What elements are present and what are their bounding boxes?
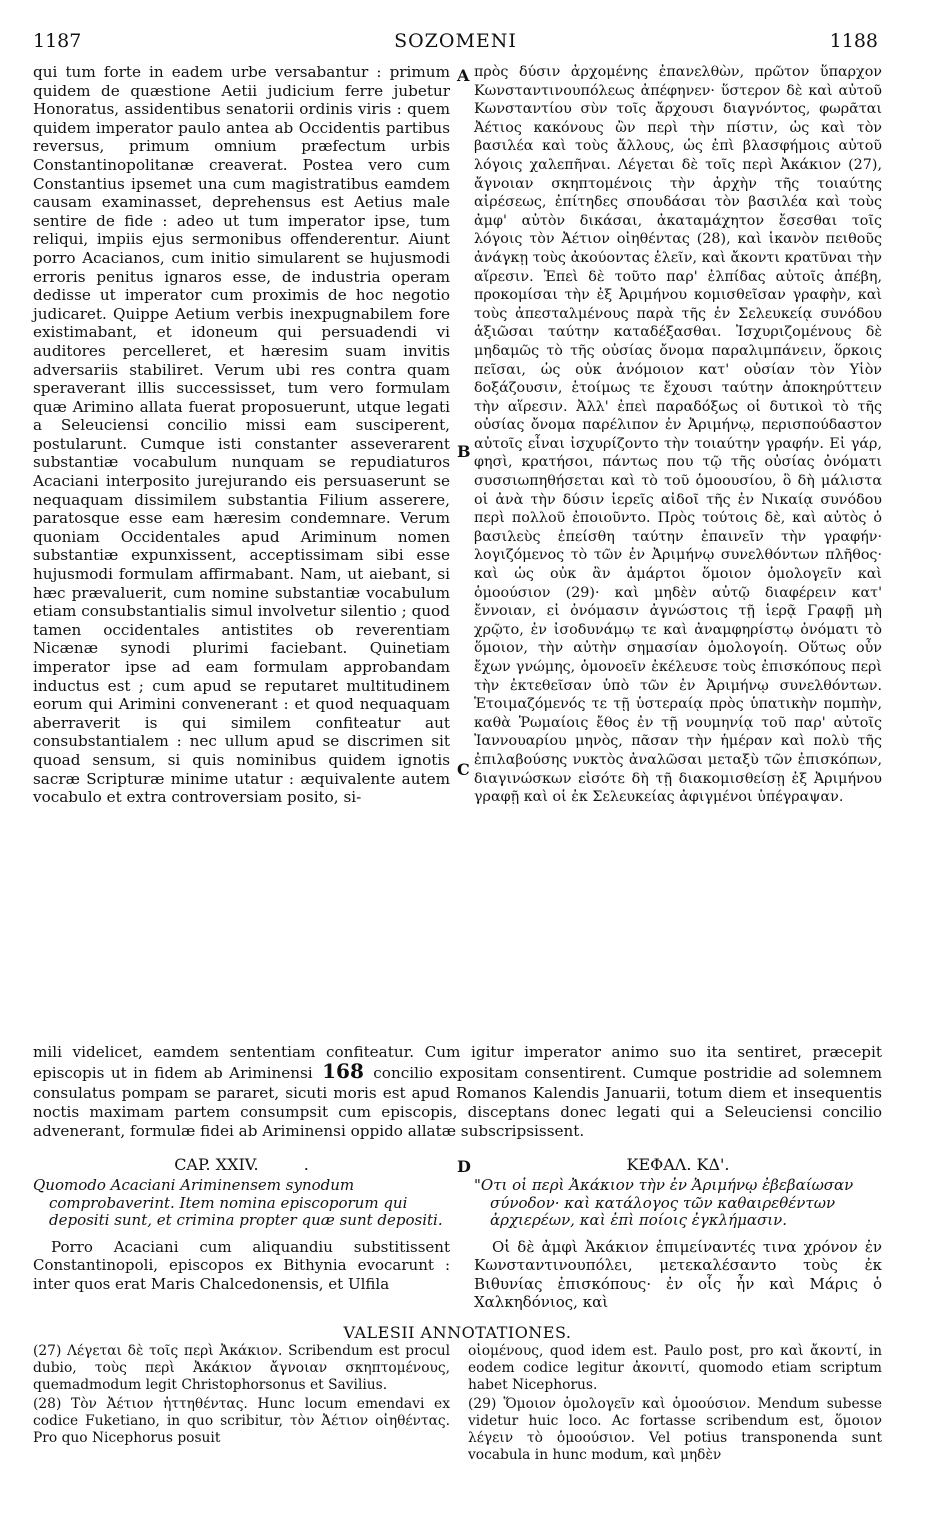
margin-letter-c: C [457,760,470,779]
annotation-note: (28) Τὸν Ἀέτιον ἡττηθέντας. Hunc locum emendavi ex codice Fuketiano, in quo scribitur, τὸν Ἀέτιον οἰηθέντας. Pro quo Nicephorus posuit [33,1395,450,1447]
annotation-note: οἰομένους, quod idem est. Paulo post, pro καὶ ἄκοντί, in eodem codice legitur ἀκονιτί, quomodo etiam scriptum habet Nicephorus. [468,1343,882,1394]
chapter-latin-body: Porro Acaciani cum aliquandiu substitissent Constantinopoli, episcopos ex Bithynia evocarunt : inter quos erat Maris Chalcedonensis, et Ulfila [33,1237,450,1293]
margin-letter-b: B [457,442,471,461]
chapter-latin-summary: Quomodo Acaciani Ariminensem synodum comprobaverint. Item nomina episcoporum qui depositi sunt, et crimina propter quæ sunt depositi. [33,1176,443,1229]
page-header [33,30,878,56]
chapter-latin-title-text: CAP. XXIV. [174,1155,259,1174]
chapter-latin-title [33,1155,450,1174]
annotation-note: (27) Λέγεται δὲ τοῖς περὶ Ἀκάκιον. Scribendum est procul dubio, τοὺς περὶ Ἀκάκιον ἄγνοιαν σκηπτομένους, quemadmodum legit Christophorsonus et Savilius. [33,1343,450,1394]
fullwidth-text-before: mili videlicet, eamdem sententiam confiteatur. Cum igitur imperator animo suo ita sentiret, præcepit episcopis ut in fidem ab Ariminensi [33,1043,882,1083]
chapter-latin [33,1155,450,1293]
annotations-left-column [33,1343,450,1448]
full-width-paragraph [33,1043,882,1141]
chapter-latin-title-dot: . [303,1155,309,1174]
annotation-note: (29) Ὅμοιον ὁμολογεῖν καὶ ὁμοούσιον. Mendum subesse videtur huic loco. Ac fortasse scribendum est, ὅμοιον λέγειν τὸ ὁμοούσιον. Vel potius transponenda sunt vocabula in hunc modum, καὶ μηδὲν [468,1395,882,1464]
chapter-greek [474,1155,882,1312]
chapter-greek-summary: "Οτι οἱ περὶ Ἀκάκιον τὴν ἐν Ἀριμήνῳ ἐβεβαίωσαν σύνοδον· καὶ κατάλογος τῶν καθαιρεθέντων ἀρχιερέων, καὶ ἐπὶ ποίοις ἐγκλήμασιν. [474,1176,854,1229]
chapter-greek-title: ΚΕΦΑΛ. ΚΔ'. [626,1155,730,1174]
margin-letter-a: A [457,66,470,85]
greek-paragraph: πρὸς δύσιν ἀρχομένης ἐπανελθὼν, πρῶτον ὕπαρχον Κωνσταντινουπόλεως ἀπέφηνεν· ὕστερον δὲ καὶ αὐτοῦ Κωνσταντίου σὺν τοῖς ἄρχουσι διαγνόντος, φωρᾶται Ἀέτιος κακόνους ὢν περὶ τὴν πίστιν, ὡς καὶ τὸν βασιλέα καὶ τοὺς ἄλλους, ὡς ἐπὶ βλασφήμοις αὐτοῦ λόγοις χαλεπῆναι. Λέγεται δὲ τοῖς περὶ Ἀκάκιον (27), ἄγνοιαν σκηπτομένοις τὴν ἀρχὴν τῆς τοιαύτης αἱρέσεως, ἐπίτηδες σπουδάσαι τὸν βασιλέα καὶ τοὺς ἀμφ' αὐτὸν δικάσαι, ἀκαταμάχητον ἔσεσθαι τοῖς λόγοις τὸν Ἀέτιον οἰηθέντας (28), καὶ ἱκανὸν πειθοῦς ἀνάγκῃ τοὺς ἀκούοντας ἑλεῖν, καὶ ἄκοντι κρατῦναι τὴν αἵρεσιν. Ἐπεὶ δὲ τοῦτο παρ' ἐλπίδας αὐτοῖς ἀπέβη, προκομίσαι τὴν ἐξ Ἀριμήνου κομισθεῖσαν γραφὴν, καὶ τοὺς ἀπεσταλμένους παρὰ τῆς ἐν Σελευκείᾳ συνόδου ἀξιῶσαι ταύτην καταδέξασθαι. Ἰσχυριζομένους δὲ μηδαμῶς τὸ τῆς οὐσίας ὄνομα παραλιμπάνειν, ὅρκοις πεῖσαι, ὡς οὐκ ἀνόμοιον κατ' οὐσίαν τὸν Υἱὸν δοξάζουσιν, ἑτοίμως τε ἔχουσι ταύτην ἀποκηρύττειν τὴν αἵρεσιν. Ἀλλ' ἐπεὶ παραδόξως οἱ δυτικοὶ τὸ τῆς οὐσίας ὄνομα παρέλιπον ἐν Ἀριμήνῳ, περισπούδαστον αὐτοῖς εἶναι ἰσχυρίζοντο τὴν τοιαύτην γραφήν. Εἰ γάρ, φησὶ, κρατήσοι, πάντως που τῷ τῆς οὐσίας ὀνόματι συσσιωπηθήσεται καὶ τὸ τοῦ ὁμοουσίου, ὃ δὴ μάλιστα οἱ ἀνὰ τὴν δύσιν ἱερεῖς αἰδοῖ τῆς ἐν Νικαίᾳ συνόδου περὶ πολλοῦ ἐποιοῦντο. Πρὸς τούτοις δὲ, καὶ αὐτὸς ὁ βασιλεὺς ἐπείσθη ταύτην ἐπαινεῖν τὴν γραφήν· λογιζόμενος τὸ τῶν ἐν Ἀριμήνῳ συνελθόντων πλῆθος· καὶ ὡς οὐκ ἂν ἁμάρτοι ὅμοιον ὁμολογεῖν καὶ ὁμοούσιον (29)· καὶ μηδὲν αὐτῷ διαφέρειν κατ' ἔννοιαν, εἰ ὀνόμασιν ἀγνώστοις τῇ ἱερᾷ Γραφῇ μὴ χρῷτο, ἐν ἰσοδυνάμῳ τε καὶ ἀναμφηρίστῳ ὀνόματι τὸ ὅμοιον, τὴν αὐτὴν σημασίαν ὁμολογοίη. Οὕτως οὖν ἔχων γνώμης, ὁμονοεῖν ἐκέλευσε τοὺς ἐπισκόπους περὶ τὴν ἐκτεθεῖσαν ὑπὸ τῶν ἐν Ἀριμήνῳ συνελθόντων. Ἑτοιμαζόμενός τε τῇ ὑστεραίᾳ πρὸς ὑπατικὴν πομπὴν, καθὰ Ῥωμαίοις ἔθος ἐν τῇ νουμηνίᾳ τοῦ παρ' αὐτοῖς Ἰαννουαρίου μηνὸς, πᾶσαν τὴν ἡμέραν καὶ πολὺ τῆς ἐπιλαβούσης νυκτὸς ἀναλῶσαι μεταξὺ τῶν ἐπισκόπων, διαγινώσκων εἰσότε δὴ τῇ διακομισθείσῃ ἐξ Ἀριμήνου γραφῇ καὶ οἱ ἐκ Σελευκείας ἀφιγμένοι ὑπέγραψαν. [474,64,882,806]
annotations-right-column [468,1343,882,1465]
right-column-number: 1188 [829,30,878,52]
inline-column-number: 168 [322,1059,364,1084]
margin-letter-d: D [457,1157,471,1176]
latin-column [33,63,450,807]
chapter-greek-body: Οἱ δὲ ἀμφὶ Ἀκάκιον ἐπιμείναντές τινα χρόνον ἐν Κωνσταντινουπόλει, μετεκαλέσαντο τοὺς ἐκ Βιθυνίας ἐπισκόπους· ἐν οἷς ἦν καὶ Μάρις ὁ Χαλκηδόνιος, καὶ [474,1237,882,1312]
greek-column [474,63,882,807]
running-title: SOZOMENI [394,30,517,52]
annotations-title: VALESII ANNOTATIONES. [343,1323,572,1342]
left-column-number: 1187 [33,30,82,52]
fullwidth-text-after: concilio expositam consentirent. Cumque postridie ad solemnem consulatus pompam se pararet, sicuti moris est apud Romanos Kalendis Januarii, totum diem et insequentis noctis maximam partem consumpsit cum episcopis, disceptans donec legati qui a Seleuciensi concilio advenerant, formulæ fidei ab Ariminensi oppido allatæ subscripsissent. [33,1064,882,1141]
latin-paragraph: qui tum forte in eadem urbe versabantur : primum quidem de quæstione Aetii judicium ferre jubetur Honoratus, assidentibus senatorii ordinis viris : quem quidem imperator paulo antea ab Occidentis partibus reversus, primum omnium præfectum urbis Constantinopolitanæ creaverat. Postea vero cum Constantius ipsemet una cum magistratibus eamdem causam examinasset, deprehensus est Aetius male sentire de fide : adeo ut tum imperator ipse, tum reliqui, impiis ejus sermonibus offenderentur. Aiunt porro Acacianos, cum initio simularent se hujusmodi erroris penitus ignaros esse, de industria operam dedisse ut imperator cum proximis de hoc negotio judicaret. Quippe Aetium verbis inexpugnabilem fore existimabant, et idoneum qui persuadendi vi auditores percelleret, et hæresim suam invitis adversariis stabiliret. Verum ubi res contra quam speraverant illis successisset, tum vero formulam quæ Arimino allata fuerat proposuerunt, utque legati a Seleuciensi concilio missi eam susciperent, postularunt. Cumque isti constanter asseverarent substantiæ vocabulum nunquam se repudiaturos Acaciani interposito jurejurando eis persuaserunt se nequaquam dissimilem substantia Filium asserere, paratosque esse eam hæresim condemnare. Verum quoniam Occidentales apud Ariminum nomen substantiæ expunxissent, acceptissimam sibi esse hujusmodi formulam affirmabant. Nam, ut aiebant, si hæc prævaluerit, cum nomine substantiæ vocabulum etiam consubstantialis simul involvetur silentio ; quod tamen occidentales antistites ob reverentiam Nicænæ synodi plurimi faciebant. Quinetiam imperator ipse ad eam formulam approbandam inductus est ; cum apud se reputaret multitudinem eorum qui Arimini convenerant : et quod nequaquam aberraverit is qui similem confiteatur aut consubstantialem : nec ullum apud se discrimen sit quoad sensum, si quis nominibus quidem ignotis sacræ Scripturæ minime utatur : æquivalente autem vocabulo et extra controversiam posito, si- [33,63,450,807]
